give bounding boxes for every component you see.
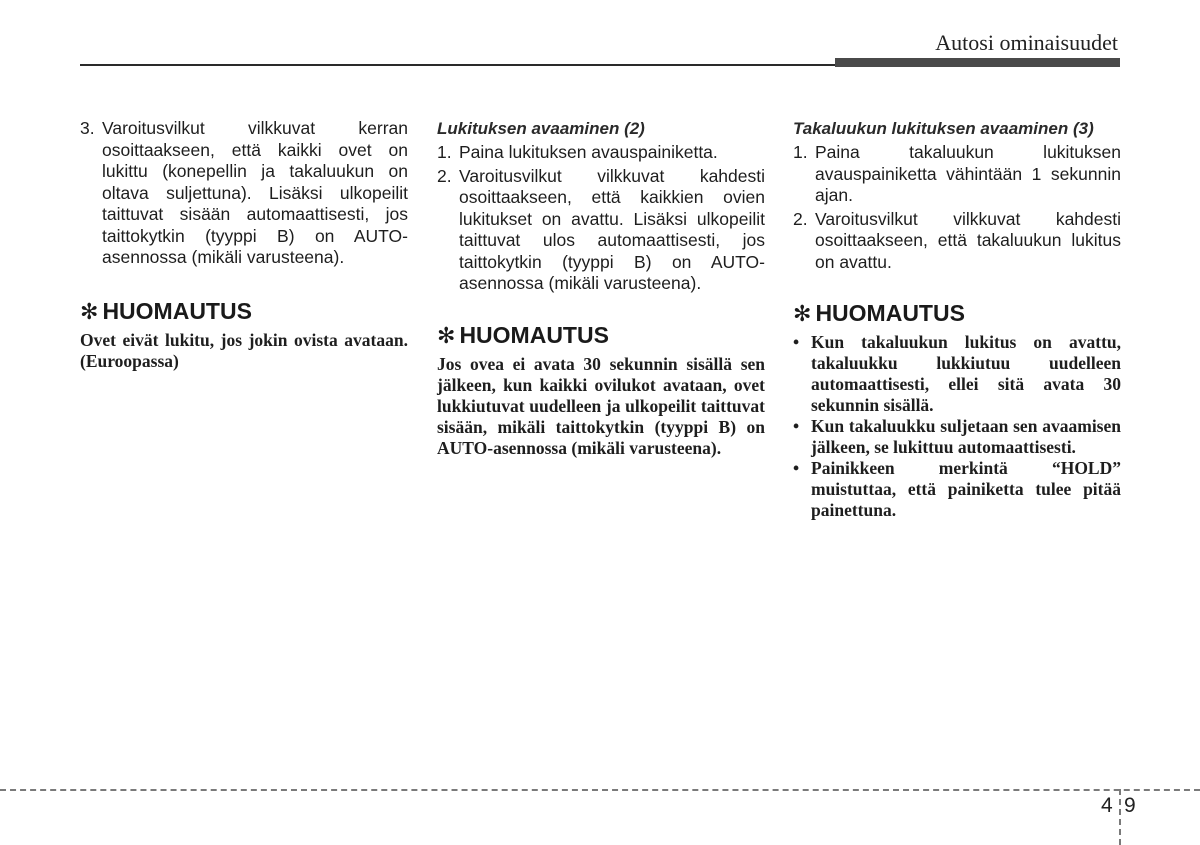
bullet-icon: •	[793, 332, 800, 352]
step-text: Varoitusvilkut vilkkuvat kahdesti osoittaakseen, että takaluukun lukitus on avattu.	[815, 208, 1121, 272]
note-heading	[80, 297, 408, 326]
note-title: HUOMAUTUS	[102, 297, 252, 324]
step-list	[793, 142, 1121, 273]
list-item	[793, 416, 1121, 458]
step-number: 1.	[793, 142, 808, 162]
section-subtitle: Takaluukun lukituksen avaaminen (3)	[793, 119, 1094, 138]
bullet-text: Kun takaluukun lukitus on avattu, takaluukku lukkiutuu uudelleen automaattisesti, ellei sitä avata 30 sekunnin sisällä.	[811, 332, 1121, 415]
step-number: 1.	[437, 142, 452, 162]
note-body: Ovet eivät lukitu, jos jokin ovista avataan. (Euroopassa)	[80, 329, 408, 371]
step-text: Varoitusvilkut vilkkuvat kahdesti osoittaakseen, että kaikkien ovien lukitukset on avattu. Lisäksi ulkopeilit taittuvat ulos automaattisesti, jos taittokytkin (tyyppi B) on AUTO-asennossa (mikäli varusteena).	[459, 165, 765, 293]
step-text: Paina takaluukun lukituksen avauspainiketta vähintään 1 sekunnin ajan.	[815, 142, 1121, 205]
bullet-text: Kun takaluukku suljetaan sen avaamisen jälkeen, se lukittuu automaattisesti.	[811, 416, 1121, 457]
step-list	[437, 142, 765, 295]
note-title: HUOMAUTUS	[459, 321, 609, 348]
asterisk-icon: ✻	[793, 301, 812, 326]
footer-rule	[0, 789, 1200, 791]
column-right	[793, 118, 1121, 521]
step-number: 2.	[437, 165, 452, 186]
list-item	[793, 142, 1121, 207]
note-bullet-list	[793, 332, 1121, 521]
list-item	[793, 209, 1121, 274]
page-number-divider	[1119, 789, 1121, 845]
bullet-icon: •	[793, 416, 800, 436]
list-item	[80, 118, 408, 269]
bullet-icon: •	[793, 458, 800, 478]
note-body: Jos ovea ei avata 30 sekunnin sisällä sen jälkeen, kun kaikki ovilukot avataan, ovet lukkiutuvat uudelleen ja ulkopeilit taittuvat sisään, mikäli taittokytkin (tyyppi B) on AUTO-asennossa (mikäli varusteena).	[437, 353, 765, 458]
section-subtitle: Lukituksen avaaminen (2)	[437, 119, 645, 138]
step-text: Varoitusvilkut vilkkuvat kerran osoittaakseen, että kaikki ovet on lukittu (konepellin ja takaluukun on oltava suljettuna). Lisäksi ulkopeilit taittuvat sisään automaattisesti, jos taittokytkin (tyyppi B) on AUTO-asennossa (mikäli varusteena).	[102, 118, 408, 267]
step-list	[80, 118, 408, 269]
step-number: 3.	[80, 118, 95, 138]
header-rule-accent	[835, 58, 1120, 67]
header-rule	[80, 64, 835, 66]
bullet-text: Painikkeen merkintä “HOLD” muistuttaa, että painiketta tulee pitää painettuna.	[811, 458, 1121, 520]
asterisk-icon: ✻	[80, 298, 99, 324]
page-number: 9	[1124, 794, 1136, 817]
asterisk-icon: ✻	[437, 322, 456, 348]
header-title: Autosi ominaisuudet	[935, 30, 1118, 55]
step-number: 2.	[793, 208, 808, 229]
list-item	[793, 332, 1121, 416]
note-title: HUOMAUTUS	[815, 300, 965, 326]
note-heading	[437, 321, 765, 350]
column-left	[80, 118, 408, 372]
list-item	[437, 142, 765, 164]
column-middle	[437, 118, 765, 459]
list-item	[793, 458, 1121, 521]
list-item	[437, 166, 765, 295]
step-text: Paina lukituksen avauspainiketta.	[459, 142, 718, 162]
chapter-number: 4	[1101, 794, 1113, 817]
note-heading	[793, 299, 1121, 328]
